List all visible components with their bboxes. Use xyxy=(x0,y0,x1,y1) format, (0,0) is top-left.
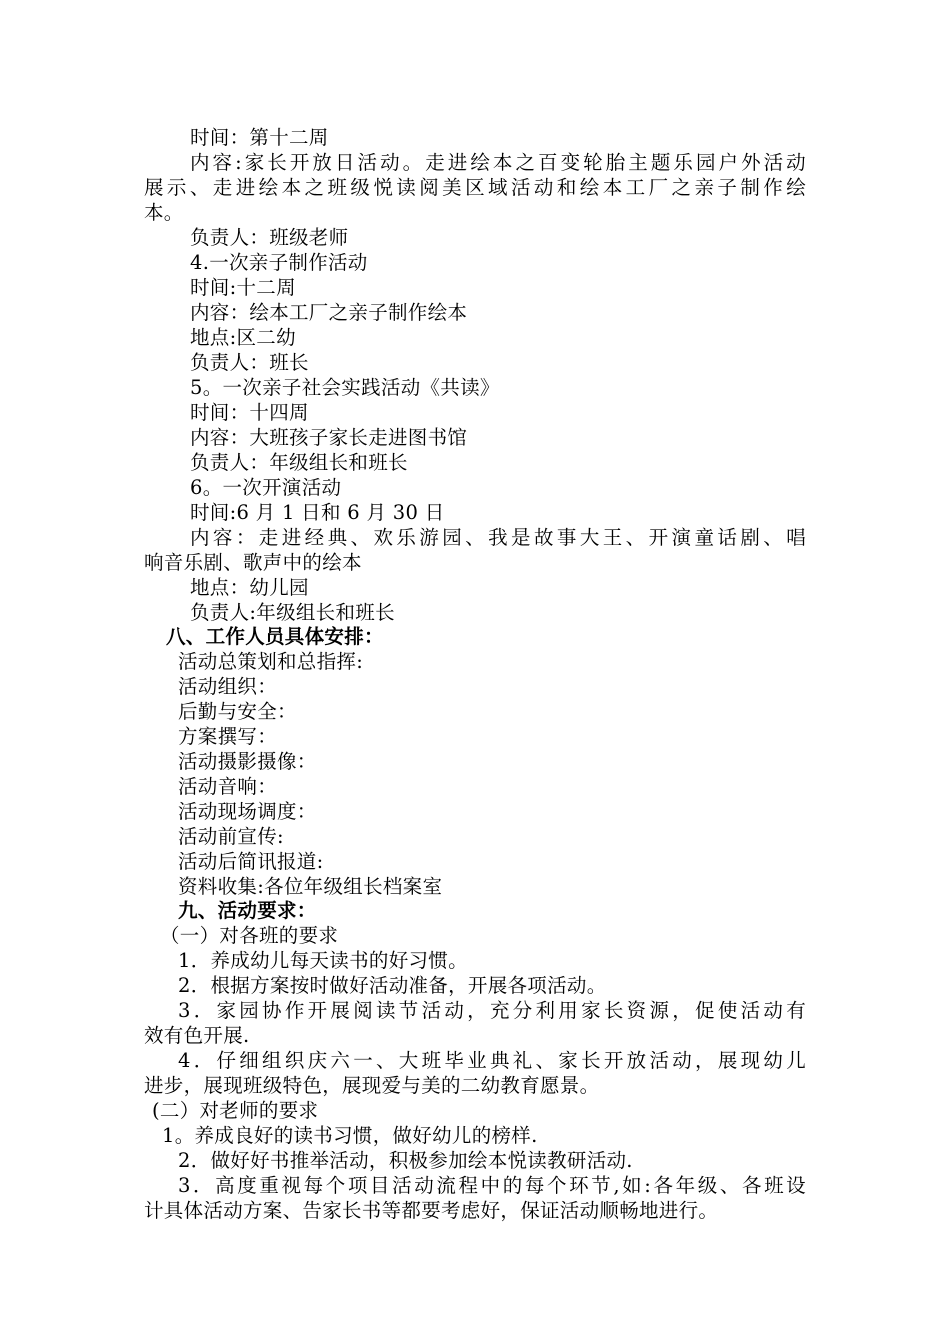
text-line: 本。 xyxy=(144,201,184,224)
text-line: 活动总策划和总指挥: xyxy=(178,650,364,673)
text-line: 活动现场调度： xyxy=(178,800,317,823)
text-line: 效有色开展. xyxy=(144,1024,250,1047)
subsection-heading: （一）对各班的要求 xyxy=(160,924,339,947)
text-line: 方案撰写： xyxy=(178,725,278,748)
text-line: 时间：第十二周 xyxy=(190,126,329,149)
text-line: 活动音响： xyxy=(178,775,278,798)
text-line: 地点:区二幼 xyxy=(190,326,296,349)
text-line: 活动摄影摄像： xyxy=(178,750,317,773)
text-line: 负责人：班级老师 xyxy=(190,226,349,249)
text-line: 负责人:年级组长和班长 xyxy=(190,601,395,624)
text-line: 内容：走进经典、欢乐游园、我是故事大王、开演童话剧、唱 xyxy=(190,526,806,549)
text-line: 活动后简讯报道: xyxy=(178,850,324,873)
text-line: 响音乐剧、歌声中的绘本 xyxy=(144,551,362,574)
text-line: 1．养成幼儿每天读书的好习惯。 xyxy=(178,949,468,972)
text-line: 负责人：年级组长和班长 xyxy=(190,451,408,474)
text-line: 进步，展现班级特色，展现爱与美的二幼教育愿景。 xyxy=(144,1074,600,1097)
text-line: 4.一次亲子制作活动 xyxy=(190,251,368,274)
text-line: 5。一次亲子社会实践活动《共读》 xyxy=(190,376,500,399)
section-heading: 九、活动要求： xyxy=(178,899,317,922)
text-line: 计具体活动方案、告家长书等都要考虑好，保证活动顺畅地进行。 xyxy=(144,1199,719,1222)
text-line: 4．仔细组织庆六一、大班毕业典礼、家长开放活动，展现幼儿 xyxy=(178,1049,806,1072)
text-line: 内容：绘本工厂之亲子制作绘本 xyxy=(190,301,468,324)
text-line: 2．做好好书推举活动，积极参加绘本悦读教研活动. xyxy=(178,1149,633,1172)
section-heading: 八、工作人员具体安排： xyxy=(166,625,384,648)
text-line: 3．家园协作开展阅读节活动，充分利用家长资源，促使活动有 xyxy=(178,999,806,1022)
text-line: 后勤与安全： xyxy=(178,700,297,723)
text-line: 时间:6 月 1 日和 6 月 30 日 xyxy=(190,501,445,524)
text-line: 活动前宣传: xyxy=(178,825,284,848)
text-line: 1。养成良好的读书习惯，做好幼儿的榜样. xyxy=(162,1124,538,1147)
text-line: 内容:家长开放日活动。走进绘本之百变轮胎主题乐园户外活动 xyxy=(190,151,806,174)
text-line: 时间：十四周 xyxy=(190,401,309,424)
text-line: 活动组织： xyxy=(178,675,278,698)
text-line: 资料收集:各位年级组长档案室 xyxy=(178,875,443,898)
text-line: 地点：幼儿园 xyxy=(190,576,309,599)
text-line: 时间:十二周 xyxy=(190,276,296,299)
text-line: 2．根据方案按时做好活动准备，开展各项活动。 xyxy=(178,974,607,997)
text-line: 3．高度重视每个项目活动流程中的每个环节,如:各年级、各班设 xyxy=(178,1174,806,1197)
text-line: 内容：大班孩子家长走进图书馆 xyxy=(190,426,468,449)
text-line: 展示、走进绘本之班级悦读阅美区域活动和绘本工厂之亲子制作绘 xyxy=(144,176,806,199)
text-line: 6。一次开演活动 xyxy=(190,476,342,499)
subsection-heading: (二）对老师的要求 xyxy=(152,1099,319,1122)
text-line: 负责人：班长 xyxy=(190,351,309,374)
